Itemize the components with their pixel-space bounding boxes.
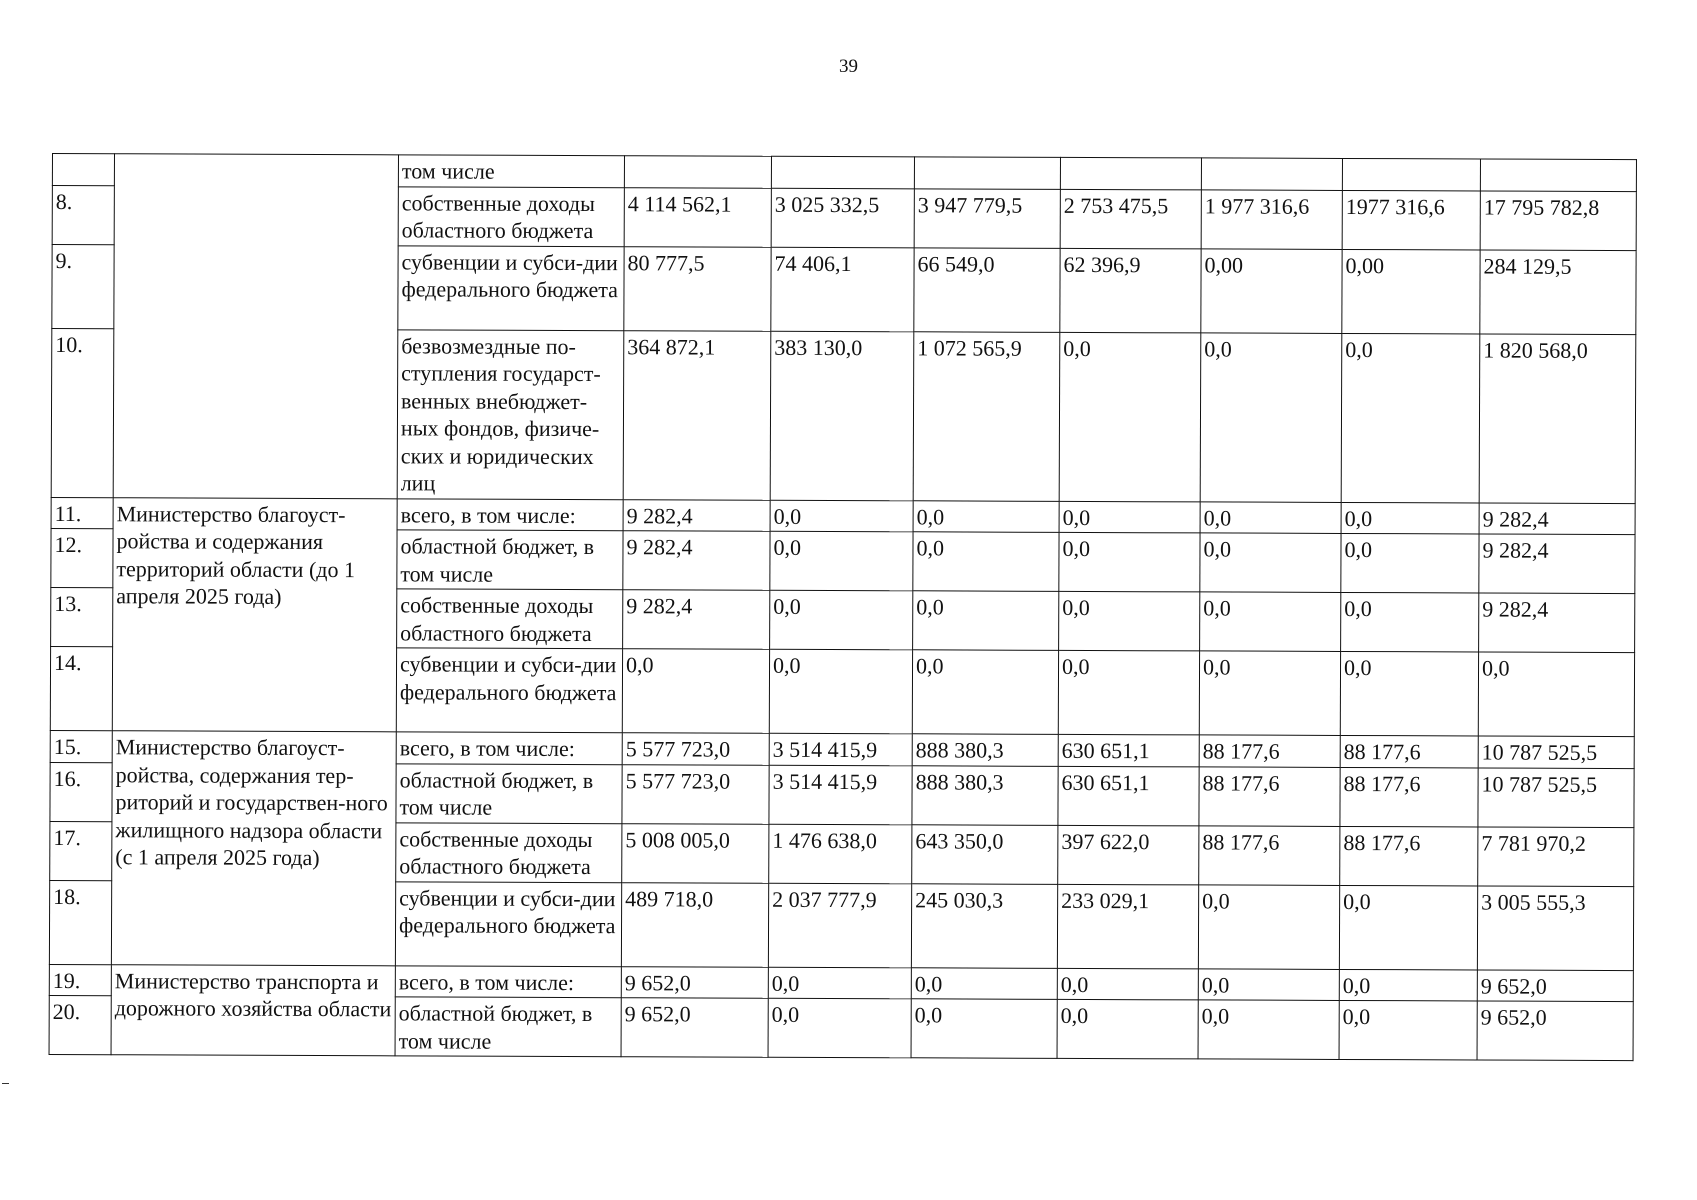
funding-source-cell: всего, в том числе:: [395, 965, 621, 997]
value-cell: 9 652,0: [621, 998, 768, 1058]
value-cell: 2 753 475,5: [1060, 189, 1201, 249]
value-cell: 0,0: [912, 650, 1058, 735]
value-cell: 0,0: [1339, 885, 1477, 970]
value-cell: 0,0: [1059, 501, 1200, 533]
funding-source-cell: субвенции и субси-дии федерального бюджета: [398, 245, 624, 330]
value-cell: 0,0: [1339, 969, 1477, 1001]
value-cell: 0,0: [911, 967, 1057, 999]
row-number: 18.: [49, 880, 111, 964]
value-cell: 0,0: [1198, 1000, 1339, 1060]
funding-source-cell: всего, в том числе:: [397, 498, 623, 530]
value-cell: 1977 316,6: [1342, 190, 1480, 250]
funding-source-cell: всего, в том числе:: [396, 732, 622, 764]
value-cell: 88 177,6: [1340, 826, 1478, 886]
value-cell: 3 947 779,5: [914, 188, 1060, 248]
value-cell: 245 030,3: [911, 883, 1057, 968]
value-cell: 10 787 525,5: [1478, 767, 1634, 827]
value-cell: 3 514 415,9: [769, 765, 912, 825]
value-cell: 9 282,4: [623, 590, 770, 650]
value-cell: 1 476 638,0: [769, 824, 912, 884]
row-number: 19.: [49, 964, 111, 996]
value-cell: 10 787 525,5: [1478, 736, 1634, 768]
page-number: 39: [839, 56, 858, 77]
value-cell: 0,0: [1341, 592, 1479, 652]
value-cell: 1 072 565,9: [913, 331, 1060, 501]
value-cell: 80 777,5: [624, 246, 771, 331]
value-cell: 284 129,5: [1480, 249, 1636, 334]
value-cell: 0,00: [1201, 248, 1342, 333]
value-cell: 3 005 555,3: [1477, 885, 1633, 970]
value-cell: 0,0: [1200, 332, 1342, 502]
value-cell: 0,0: [770, 500, 913, 532]
value-cell: 2 037 777,9: [768, 883, 911, 968]
value-cell: 0,0: [1057, 968, 1198, 1000]
value-cell: 0,0: [1059, 591, 1200, 651]
value-cell: 5 008 005,0: [622, 823, 769, 883]
value-cell: 0,0: [1199, 651, 1340, 736]
value-cell: 0,0: [622, 649, 769, 734]
value-cell: 0,0: [770, 590, 913, 650]
funding-source-cell: субвенции и субси-дии федерального бюджета: [396, 648, 622, 733]
value-cell: 9 282,4: [1479, 534, 1635, 594]
row-number: 15.: [50, 730, 112, 762]
value-cell: 66 549,0: [914, 247, 1060, 332]
value-cell: 9 652,0: [1477, 969, 1633, 1001]
value-cell: 1 977 316,6: [1201, 189, 1342, 249]
value-cell: 0,0: [1341, 333, 1480, 503]
value-cell: 0,0: [1341, 533, 1479, 593]
value-cell: [1342, 158, 1480, 190]
value-cell: [914, 157, 1060, 189]
value-cell: 0,0: [768, 998, 911, 1058]
value-cell: 0,0: [1198, 884, 1339, 969]
value-cell: 0,0: [913, 500, 1059, 532]
value-cell: 0,0: [1339, 1000, 1477, 1060]
value-cell: 74 406,1: [771, 247, 914, 332]
value-cell: 0,0: [1058, 650, 1199, 735]
value-cell: 0,0: [913, 591, 1059, 651]
value-cell: 88 177,6: [1199, 766, 1340, 826]
value-cell: 397 622,0: [1058, 825, 1199, 885]
value-cell: 489 718,0: [621, 882, 768, 967]
funding-source-cell: безвозмездные по-ступления государст-венных внебюджет-ных фондов, физиче-ских и юридических лиц: [397, 329, 624, 499]
row-number: 13.: [51, 587, 113, 646]
organization-cell: Министерство благоуст-ройства и содержания территорий области (до 1 апреля 2025 года): [112, 497, 397, 732]
value-cell: 0,0: [770, 531, 913, 591]
value-cell: 0,0: [1341, 502, 1479, 534]
value-cell: 0,0: [1059, 332, 1201, 502]
value-cell: 9 282,4: [623, 531, 770, 591]
value-cell: [1201, 158, 1342, 190]
value-cell: 233 029,1: [1057, 884, 1198, 969]
row-number: 10.: [51, 328, 114, 497]
value-cell: 5 577 723,0: [622, 733, 769, 765]
row-number: 17.: [50, 821, 112, 880]
table-row: [49, 964, 1633, 1002]
value-cell: 0,00: [1342, 249, 1480, 334]
funding-source-cell: собственные доходы областного бюджета: [396, 822, 622, 882]
funding-source-cell: областной бюджет, в том числе: [396, 763, 622, 823]
value-cell: 5 577 723,0: [622, 764, 769, 824]
value-cell: 88 177,6: [1340, 767, 1478, 827]
value-cell: 364 872,1: [623, 330, 771, 500]
funding-source-cell: областной бюджет, в том числе: [395, 997, 621, 1057]
value-cell: 4 114 562,1: [624, 187, 771, 247]
value-cell: 9 282,4: [623, 499, 770, 531]
value-cell: 1 820 568,0: [1479, 333, 1636, 503]
value-cell: 88 177,6: [1199, 735, 1340, 767]
value-cell: 62 396,9: [1060, 248, 1201, 333]
value-cell: 9 282,4: [1479, 502, 1635, 534]
row-number: 11.: [51, 497, 113, 529]
value-cell: 17 795 782,8: [1480, 190, 1636, 250]
value-cell: 3 025 332,5: [771, 188, 914, 248]
row-number: 12.: [51, 528, 113, 587]
value-cell: 9 282,4: [1479, 593, 1635, 653]
value-cell: 0,0: [1200, 533, 1341, 593]
value-cell: 0,0: [1059, 532, 1200, 592]
row-number: 16.: [50, 762, 112, 821]
value-cell: 0,0: [1057, 999, 1198, 1059]
value-cell: 383 130,0: [770, 331, 914, 501]
row-number: 9.: [52, 244, 114, 328]
value-cell: 888 380,3: [912, 734, 1058, 766]
funding-source-cell: собственные доходы областного бюджета: [398, 186, 624, 246]
value-cell: 9 652,0: [621, 966, 768, 998]
table-row: [51, 497, 1635, 535]
value-cell: 0,0: [1340, 651, 1478, 736]
value-cell: 0,0: [1200, 592, 1341, 652]
row-number: 8.: [52, 185, 114, 244]
value-cell: 0,0: [1478, 652, 1634, 737]
value-cell: 888 380,3: [912, 765, 1058, 825]
value-cell: 643 350,0: [912, 824, 1058, 884]
funding-source-cell: областной бюджет, в том числе: [397, 530, 623, 590]
funding-source-cell: том числе: [398, 155, 624, 187]
value-cell: 7 781 970,2: [1478, 826, 1634, 886]
margin-mark: [2, 1083, 9, 1084]
value-cell: 0,0: [913, 532, 1059, 592]
organization-cell: [113, 154, 398, 499]
value-cell: [771, 156, 914, 188]
row-number: 14.: [50, 646, 112, 730]
value-cell: [1480, 159, 1636, 191]
budget-table: [49, 153, 1637, 1061]
value-cell: 9 652,0: [1477, 1001, 1633, 1061]
organization-cell: Министерство благоуст-ройства, содержания тер-риторий и государствен-ного жилищного надзора области (с 1 апреля 2025 года): [111, 731, 396, 966]
value-cell: 0,0: [1200, 501, 1341, 533]
value-cell: 88 177,6: [1199, 825, 1340, 885]
value-cell: 0,0: [911, 999, 1057, 1059]
table-row: [50, 730, 1634, 768]
funding-source-cell: собственные доходы областного бюджета: [397, 589, 623, 649]
value-cell: 88 177,6: [1340, 735, 1478, 767]
value-cell: [1060, 157, 1201, 189]
row-number: [52, 154, 114, 186]
table-body: [49, 154, 1636, 1061]
value-cell: 0,0: [1198, 968, 1339, 1000]
row-number: 20.: [49, 995, 111, 1054]
funding-source-cell: субвенции и субси-дии федерального бюджета: [395, 881, 621, 966]
value-cell: 630 651,1: [1058, 766, 1199, 826]
value-cell: 0,0: [769, 649, 912, 734]
value-cell: [624, 156, 771, 188]
value-cell: 3 514 415,9: [769, 733, 912, 765]
table-row: [52, 154, 1636, 192]
organization-cell: Министерство транспорта и дорожного хозяйства области: [111, 964, 395, 1056]
value-cell: 0,0: [768, 967, 911, 999]
value-cell: 630 651,1: [1058, 734, 1199, 766]
